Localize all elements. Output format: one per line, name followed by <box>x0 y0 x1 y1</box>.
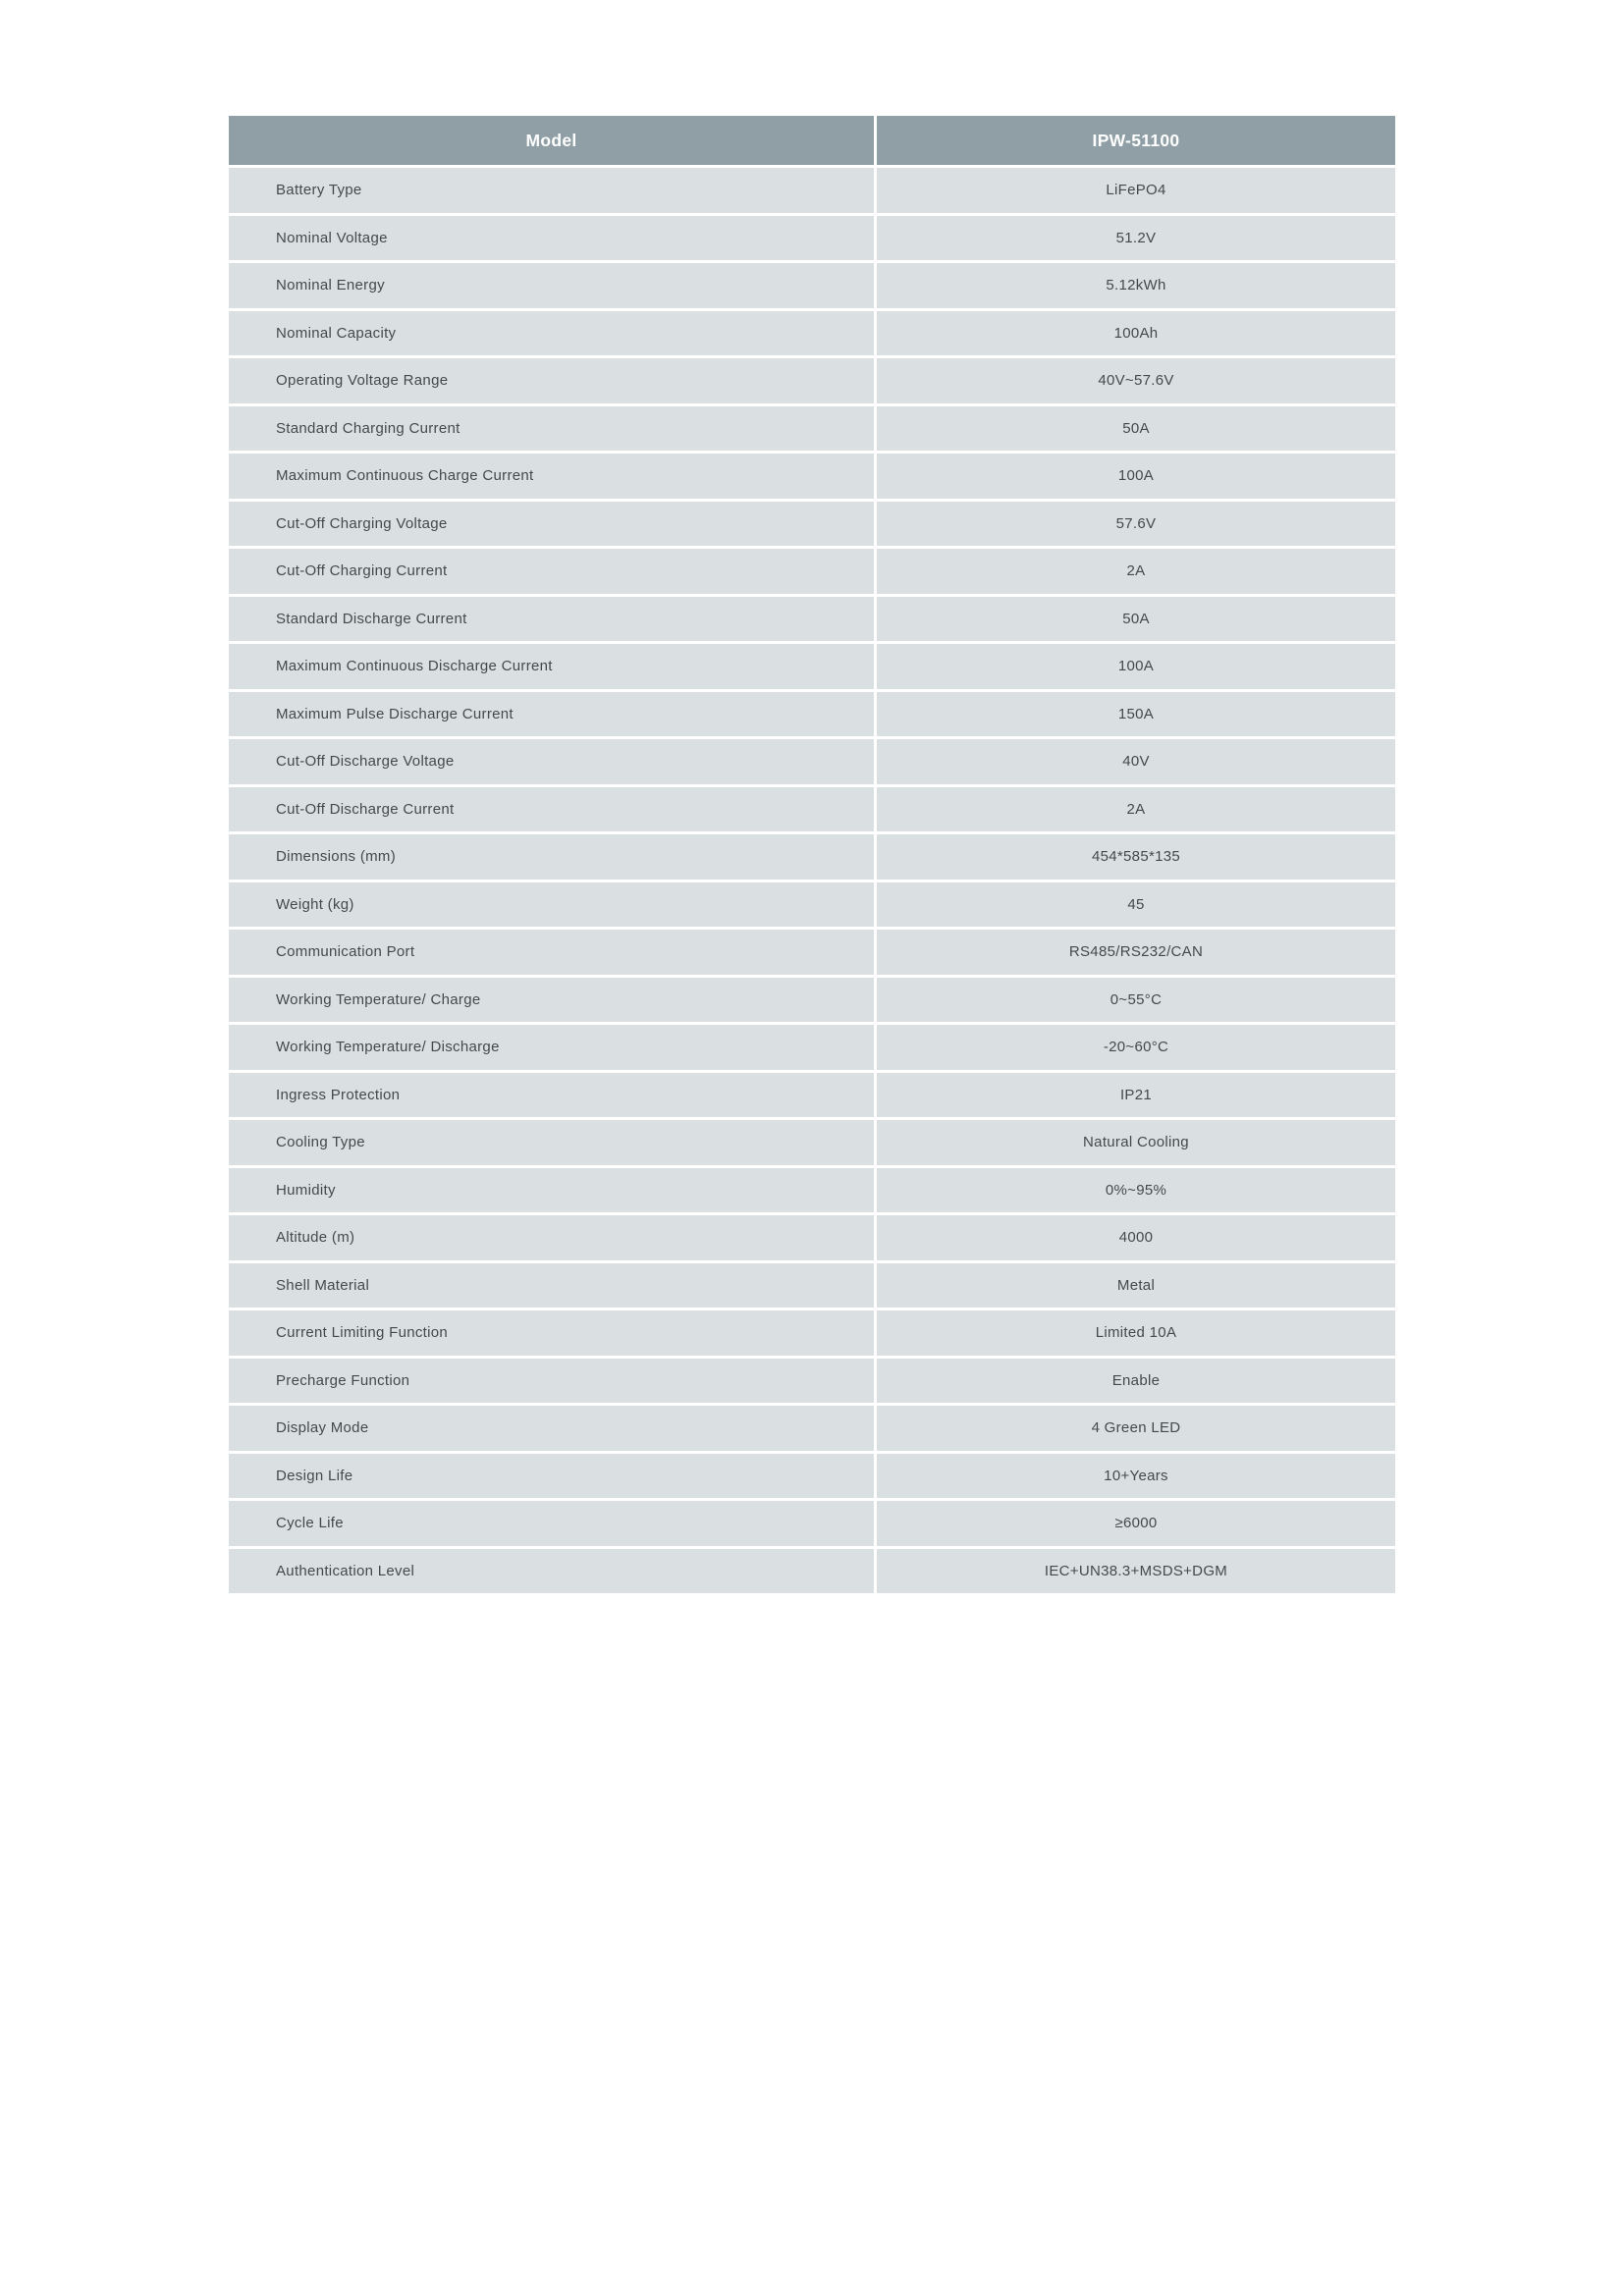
spec-value: 51.2V <box>877 216 1395 261</box>
table-row <box>229 1454 1395 1499</box>
table-row <box>229 1215 1395 1260</box>
table-row <box>229 358 1395 403</box>
table-row <box>229 834 1395 880</box>
spec-value: 40V~57.6V <box>877 358 1395 403</box>
spec-label: Nominal Capacity <box>229 311 874 356</box>
spec-label: Working Temperature/ Charge <box>229 978 874 1023</box>
spec-label: Standard Charging Current <box>229 406 874 452</box>
spec-label: Precharge Function <box>229 1359 874 1404</box>
spec-value: 0%~95% <box>877 1168 1395 1213</box>
spec-label: Maximum Continuous Charge Current <box>229 454 874 499</box>
table-row <box>229 597 1395 642</box>
table-row <box>229 1501 1395 1546</box>
spec-value: 45 <box>877 882 1395 928</box>
spec-label: Communication Port <box>229 930 874 975</box>
table-row <box>229 787 1395 832</box>
table-row <box>229 502 1395 547</box>
spec-value: 40V <box>877 739 1395 784</box>
spec-value: RS485/RS232/CAN <box>877 930 1395 975</box>
spec-value: ≥6000 <box>877 1501 1395 1546</box>
spec-value: 2A <box>877 549 1395 594</box>
spec-label: Design Life <box>229 1454 874 1499</box>
spec-label: Cut-Off Charging Voltage <box>229 502 874 547</box>
spec-label: Display Mode <box>229 1406 874 1451</box>
table-row <box>229 549 1395 594</box>
table-row <box>229 1549 1395 1594</box>
table-row <box>229 644 1395 689</box>
spec-value: Metal <box>877 1263 1395 1308</box>
table-row <box>229 168 1395 213</box>
spec-label: Altitude (m) <box>229 1215 874 1260</box>
spec-value: Natural Cooling <box>877 1120 1395 1165</box>
spec-label: Cycle Life <box>229 1501 874 1546</box>
spec-value: 4 Green LED <box>877 1406 1395 1451</box>
spec-label: Battery Type <box>229 168 874 213</box>
header-model-value: IPW-51100 <box>877 116 1395 165</box>
table-header-row <box>229 116 1395 165</box>
spec-label: Authentication Level <box>229 1549 874 1594</box>
spec-label: Maximum Continuous Discharge Current <box>229 644 874 689</box>
spec-value: IP21 <box>877 1073 1395 1118</box>
table-row <box>229 454 1395 499</box>
spec-label: Current Limiting Function <box>229 1310 874 1356</box>
spec-value: IEC+UN38.3+MSDS+DGM <box>877 1549 1395 1594</box>
spec-value: 0~55°C <box>877 978 1395 1023</box>
spec-value: 50A <box>877 597 1395 642</box>
spec-label: Cut-Off Charging Current <box>229 549 874 594</box>
spec-label: Maximum Pulse Discharge Current <box>229 692 874 737</box>
table-row <box>229 216 1395 261</box>
spec-value: 4000 <box>877 1215 1395 1260</box>
spec-value: 454*585*135 <box>877 834 1395 880</box>
table-row <box>229 930 1395 975</box>
table-row <box>229 882 1395 928</box>
spec-label: Operating Voltage Range <box>229 358 874 403</box>
spec-label: Working Temperature/ Discharge <box>229 1025 874 1070</box>
spec-value: 5.12kWh <box>877 263 1395 308</box>
table-row <box>229 1263 1395 1308</box>
spec-value: LiFePO4 <box>877 168 1395 213</box>
table-body <box>229 168 1395 1593</box>
spec-label: Dimensions (mm) <box>229 834 874 880</box>
header-model-label: Model <box>229 116 874 165</box>
table-row <box>229 311 1395 356</box>
table-row <box>229 406 1395 452</box>
table-row <box>229 1025 1395 1070</box>
spec-value: -20~60°C <box>877 1025 1395 1070</box>
spec-label: Standard Discharge Current <box>229 597 874 642</box>
spec-value: 50A <box>877 406 1395 452</box>
spec-label: Nominal Energy <box>229 263 874 308</box>
spec-label: Shell Material <box>229 1263 874 1308</box>
table-row <box>229 263 1395 308</box>
table-row <box>229 1168 1395 1213</box>
spec-value: 150A <box>877 692 1395 737</box>
spec-value: Enable <box>877 1359 1395 1404</box>
table-row <box>229 1359 1395 1404</box>
table-row <box>229 1073 1395 1118</box>
spec-label: Cut-Off Discharge Current <box>229 787 874 832</box>
table-row <box>229 1406 1395 1451</box>
table-row <box>229 692 1395 737</box>
table-row <box>229 739 1395 784</box>
spec-label: Ingress Protection <box>229 1073 874 1118</box>
spec-label: Cooling Type <box>229 1120 874 1165</box>
spec-value: 100A <box>877 454 1395 499</box>
spec-value: Limited 10A <box>877 1310 1395 1356</box>
spec-value: 2A <box>877 787 1395 832</box>
table-row <box>229 1310 1395 1356</box>
spec-label: Humidity <box>229 1168 874 1213</box>
spec-value: 10+Years <box>877 1454 1395 1499</box>
table-row <box>229 1120 1395 1165</box>
spec-table <box>229 116 1395 1596</box>
spec-value: 57.6V <box>877 502 1395 547</box>
spec-label: Cut-Off Discharge Voltage <box>229 739 874 784</box>
spec-label: Weight (kg) <box>229 882 874 928</box>
table-row <box>229 978 1395 1023</box>
spec-label: Nominal Voltage <box>229 216 874 261</box>
spec-value: 100Ah <box>877 311 1395 356</box>
spec-value: 100A <box>877 644 1395 689</box>
